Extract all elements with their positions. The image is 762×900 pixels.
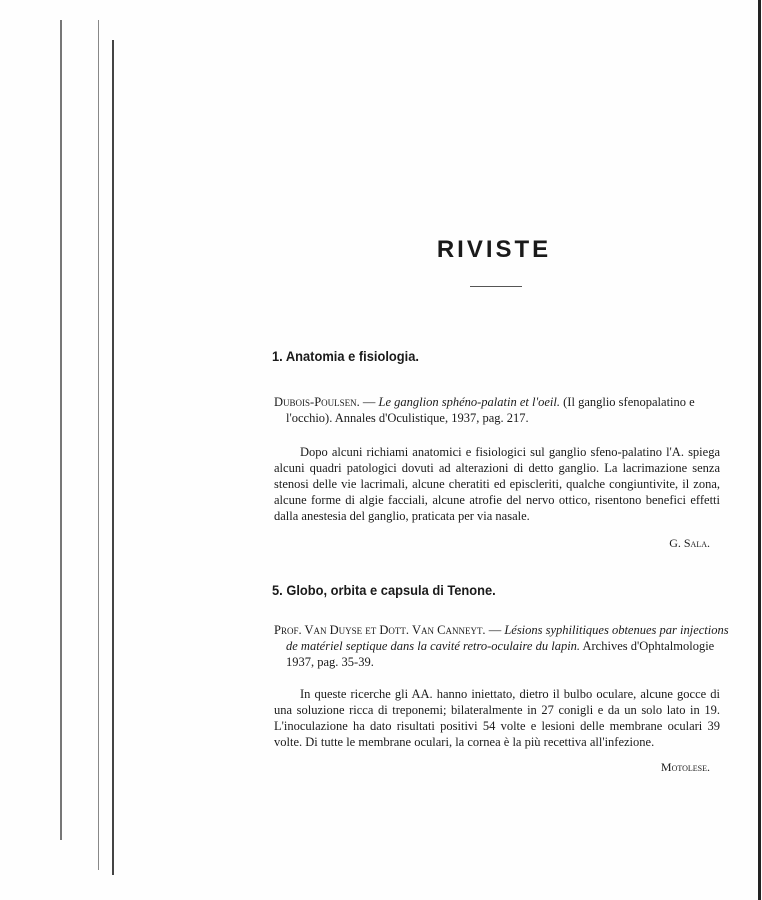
section-heading-globo: 5. Globo, orbita e capsula di Tenone. bbox=[272, 582, 496, 598]
reference-title: Le ganglion sphéno-palatin et l'oeil. bbox=[378, 395, 561, 409]
title-rule bbox=[470, 286, 522, 287]
reference-citation bbox=[274, 394, 732, 426]
reference-author: Prof. Van Duyse et Dott. Van Canneyt. bbox=[274, 623, 486, 637]
abstract-paragraph: In queste ricerche gli AA. hanno iniettato, dietro il bulbo oculare, alcune gocce di una soluzione ricca di treponemi; bilateralmente in 27 conigli e da un solo lato in 19. L'inoculazione ha dato risultati positivi 54 volte e lesioni delle membrane oculari 39 volte. Di tutte le membrane oculari, la cornea è la più recettiva all'infezione. bbox=[274, 687, 720, 749]
reference-title: Lésions syphilitiques obtenues par injections de matériel septique dans la cavité retro-oculaire du lapin. bbox=[286, 623, 729, 653]
reference-author: Dubois-Poulsen. bbox=[274, 395, 360, 409]
reference-dash: — bbox=[359, 395, 379, 409]
abstract-paragraph: Dopo alcuni richiami anatomici e fisiologici sul ganglio sfeno-palatino l'A. spiega alcuni quadri patologici dovuti ad alterazioni di detto ganglio. La lacrimazione senza stenosi delle vie lacrimali, alcune cheratiti ed episcleriti, qualche congiuntivite, il zona, alcune forme di algie facciali, alcune atrofie del nervo ottico, risentono benefici effetti dalla anestesia del ganglio, praticata per via nasale. bbox=[274, 445, 720, 523]
page-title: RIVISTE bbox=[436, 236, 552, 263]
reviewer-signature: G. Sala. bbox=[669, 536, 710, 550]
reviewer-signature: Motolese. bbox=[660, 760, 710, 774]
reference-dash: — bbox=[485, 623, 505, 637]
binding-shadow-line bbox=[98, 20, 99, 870]
binding-shadow-line bbox=[112, 40, 114, 875]
reference-citation bbox=[274, 622, 732, 670]
binding-shadow-line bbox=[60, 20, 62, 840]
reference-details: Archives d'Ophtalmologie 1937, pag. 35-39. bbox=[286, 639, 715, 669]
reference-details: (Il ganglio sfenopalatino e l'occhio). Annales d'Oculistique, 1937, pag. 217. bbox=[286, 395, 695, 425]
page-edge-line bbox=[758, 0, 761, 900]
section-heading-anatomia: 1. Anatomia e fisiologia. bbox=[272, 348, 419, 364]
